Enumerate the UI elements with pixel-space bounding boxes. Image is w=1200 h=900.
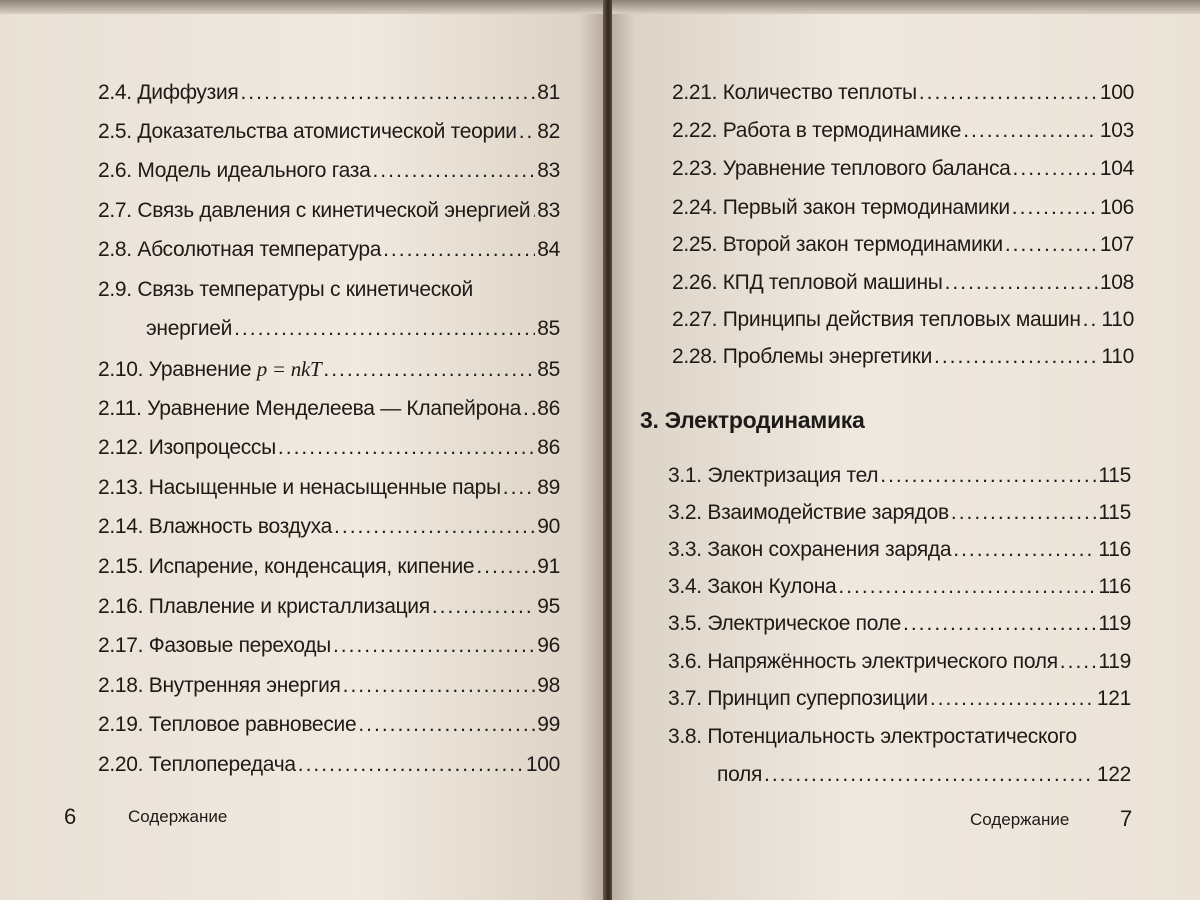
section-title: 3. Электродинамика: [640, 407, 865, 433]
toc-entry-page: 108: [1099, 271, 1134, 294]
toc-entry: [672, 270, 1134, 296]
leader-dots: [934, 344, 1099, 370]
toc-entry-label: 2.24. Первый закон термодинамики: [672, 196, 1010, 219]
toc-entry-label: 2.15. Испарение, конденсация, кипение: [98, 555, 475, 578]
toc-entry-page: 91: [537, 555, 560, 578]
toc-entry-page: 95: [537, 595, 560, 618]
toc-entry-page: 119: [1098, 612, 1131, 635]
toc-entry-label: 3.6. Напряжённость электрического поля: [668, 650, 1058, 673]
toc-entry-page: 116: [1098, 538, 1131, 561]
toc-entry-label: 3.5. Электрическое поле: [668, 612, 902, 635]
toc-entry-page: 106: [1099, 196, 1134, 219]
leader-dots: [298, 752, 524, 778]
toc-entry-page: 107: [1099, 233, 1134, 256]
toc-entry: [672, 118, 1134, 144]
toc-entry-label: 2.5. Доказательства атомистической теории: [98, 120, 517, 143]
toc-entry-page: 122: [1096, 763, 1131, 786]
toc-entry-page: 99: [537, 713, 560, 736]
leader-dots: [1060, 649, 1097, 675]
toc-entry: [98, 475, 560, 501]
toc-entry: [98, 80, 560, 106]
leader-dots: [1005, 232, 1098, 258]
toc-entry-label: 2.27. Принципы действия тепловых машин: [672, 308, 1081, 331]
toc-entry-page: 100: [525, 753, 560, 776]
toc-entry-label: 2.6. Модель идеального газа: [98, 159, 371, 182]
leader-dots: [953, 537, 1096, 563]
toc-entry: [672, 232, 1134, 258]
leader-dots: [930, 686, 1095, 712]
toc-entry: [672, 195, 1134, 221]
leader-dots: [432, 594, 535, 620]
toc-entry-page: 115: [1098, 464, 1131, 487]
leader-dots: [476, 554, 535, 580]
toc-entry-page: 96: [537, 634, 560, 657]
toc-entry: [98, 554, 560, 580]
leader-dots: [383, 237, 535, 263]
toc-entry: [98, 396, 560, 422]
toc-entry: [98, 673, 560, 699]
leader-dots: [372, 158, 535, 184]
toc-entry-label-line2: энергией: [146, 317, 233, 340]
toc-entry-page: 82: [537, 120, 560, 143]
toc-entry: [668, 649, 1131, 675]
leader-dots: [323, 357, 535, 383]
leader-dots: [963, 118, 1098, 144]
leader-dots: [523, 396, 535, 422]
toc-entry: [668, 537, 1131, 563]
page-top-edge: [612, 0, 1200, 14]
toc-entry-page: 100: [1099, 81, 1134, 104]
leader-dots: [278, 435, 535, 461]
toc-entry: [668, 500, 1131, 526]
leader-dots: [951, 500, 1097, 526]
leader-dots: [503, 475, 535, 501]
toc-entry: [717, 762, 1131, 788]
leader-dots: [838, 574, 1096, 600]
toc-entry-label: 3.1. Электризация тел: [668, 464, 879, 487]
leader-dots: [234, 316, 535, 342]
toc-entry-page: 110: [1101, 345, 1134, 368]
toc-entry: [672, 344, 1134, 370]
page-number: 7: [1120, 806, 1133, 831]
toc-entry-label: 2.25. Второй закон термодинамики: [672, 233, 1003, 256]
toc-entry-label: 2.7. Связь давления с кинетической энергией: [98, 199, 531, 222]
leader-dots: [945, 270, 1098, 296]
toc-entry-page: 83: [537, 159, 560, 182]
toc-entry-label: 2.20. Теплопередача: [98, 753, 296, 776]
leader-dots: [519, 119, 536, 145]
toc-entry-page: 116: [1098, 575, 1131, 598]
toc-entry-page: 85: [537, 317, 560, 340]
toc-entry-page: 104: [1099, 157, 1134, 180]
toc-entry-label: 2.17. Фазовые переходы: [98, 634, 331, 657]
leader-dots: [358, 712, 535, 738]
toc-entry: [98, 237, 560, 263]
toc-entry: [672, 307, 1134, 333]
toc-entry-page: 84: [537, 238, 560, 261]
leader-dots: [343, 673, 536, 699]
toc-entry-page: 115: [1098, 501, 1131, 524]
toc-entry-label: 2.26. КПД тепловой машины: [672, 271, 943, 294]
toc-entry-label: 2.23. Уравнение теплового баланса: [672, 157, 1011, 180]
toc-entry-label: 2.11. Уравнение Менделеева — Клапейрона: [98, 397, 522, 420]
toc-entry-label: 3.7. Принцип суперпозиции: [668, 687, 928, 710]
toc-entry-page: 85: [537, 358, 560, 381]
page-number: 6: [64, 804, 77, 829]
toc-entry-label-line1: 3.8. Потенциальность электростатического: [668, 725, 1077, 748]
toc-entry-label: 2.22. Работа в термодинамике: [672, 119, 962, 142]
toc-entry: [98, 198, 560, 224]
toc-entry-label: 2.12. Изопроцессы: [98, 436, 276, 459]
leader-dots: [333, 633, 535, 659]
toc-entry-label: 3.4. Закон Кулона: [668, 575, 837, 598]
toc-entry: [98, 158, 560, 184]
right-page: [612, 0, 1200, 900]
toc-entry: [668, 611, 1131, 637]
toc-entry-page: 98: [537, 674, 560, 697]
toc-entry: [98, 356, 560, 383]
toc-entry-label: [98, 356, 321, 383]
toc-entry-label: 3.2. Взаимодействие зарядов: [668, 501, 949, 524]
toc-entry-page: 81: [537, 81, 560, 104]
toc-entry: [98, 633, 560, 659]
toc-entry-label: 2.21. Количество теплоты: [672, 81, 917, 104]
leader-dots: [1013, 156, 1098, 182]
toc-entry-page: 83: [537, 199, 560, 222]
leader-dots: [903, 611, 1096, 637]
toc-entry-label: 2.19. Тепловое равновесие: [98, 713, 357, 736]
toc-entry: [672, 156, 1134, 182]
leader-dots: [880, 463, 1096, 489]
toc-entry: [672, 80, 1134, 106]
toc-entry-label: 2.28. Проблемы энергетики: [672, 345, 932, 368]
toc-entry: [98, 514, 560, 540]
toc-entry: [668, 463, 1131, 489]
toc-entry-label: 2.16. Плавление и кристаллизация: [98, 595, 430, 618]
toc-entry-label: 2.14. Влажность воздуха: [98, 515, 333, 538]
running-header: Содержание: [970, 810, 1070, 829]
toc-entry: [668, 574, 1131, 600]
toc-entry: [98, 752, 560, 778]
toc-entry: [668, 686, 1131, 712]
formula: p = nkT: [256, 357, 322, 381]
toc-entry-label: 2.18. Внутренняя энергия: [98, 674, 341, 697]
toc-entry-label: 2.4. Диффузия: [98, 81, 239, 104]
leader-dots: [1083, 307, 1100, 333]
leader-dots: [919, 80, 1098, 106]
toc-entry: [98, 594, 560, 620]
label-prefix: 2.10. Уравнение: [98, 358, 257, 381]
leader-dots: [334, 514, 535, 540]
toc-entry-page: 119: [1098, 650, 1131, 673]
toc-entry-page: 89: [537, 476, 560, 499]
toc-entry-page: 86: [537, 397, 560, 420]
toc-entry-page: 121: [1096, 687, 1131, 710]
leader-dots: [1012, 195, 1098, 221]
toc-entry: [98, 119, 560, 145]
toc-entry-label-line2: поля: [717, 763, 763, 786]
page-top-edge: [0, 0, 604, 14]
toc-entry-page: 103: [1099, 119, 1134, 142]
toc-entry-page: 86: [537, 436, 560, 459]
leader-dots: [764, 762, 1095, 788]
toc-entry-label: 3.3. Закон сохранения заряда: [668, 538, 952, 561]
running-header: Содержание: [128, 807, 228, 826]
leader-dots: [240, 80, 535, 106]
toc-entry: [146, 316, 560, 342]
toc-entry-label: 2.13. Насыщенные и ненасыщенные пары: [98, 476, 501, 499]
toc-entry-label-line1: 2.9. Связь температуры с кинетической: [98, 278, 473, 301]
toc-entry: [98, 435, 560, 461]
toc-entry-page: 110: [1101, 308, 1134, 331]
toc-entry-page: 90: [537, 515, 560, 538]
toc-entry-label: 2.8. Абсолютная температура: [98, 238, 382, 261]
toc-entry: [98, 712, 560, 738]
leader-dots: [532, 198, 535, 224]
